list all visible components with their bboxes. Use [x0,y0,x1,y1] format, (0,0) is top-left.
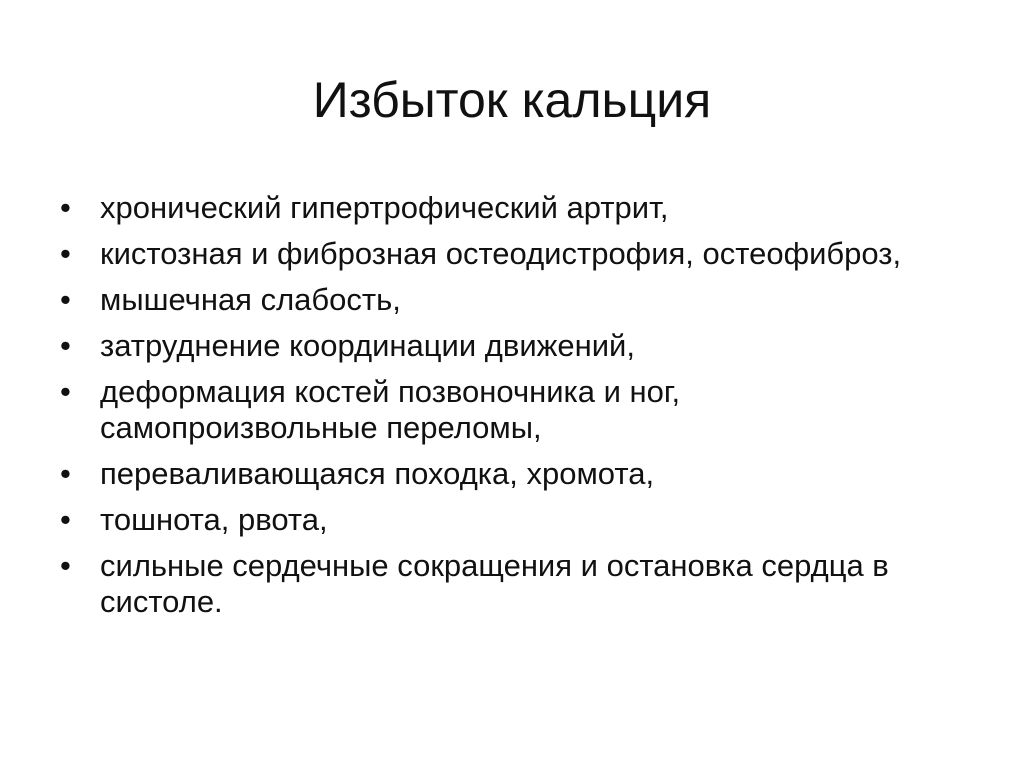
list-item-text: хронический гипертрофический артрит, [100,190,669,225]
list-item-text: мышечная слабость, [100,282,401,317]
bullet-icon: • [60,502,71,537]
bullet-icon: • [60,190,71,225]
list-item [60,456,920,492]
list-item [60,190,920,226]
list-item [60,328,920,364]
bullet-icon: • [60,456,71,491]
list-item [60,374,920,446]
list-item [60,548,920,620]
list-item-text: затруднение координации движений, [100,328,635,363]
bullet-icon: • [60,282,71,317]
bullet-icon: • [60,374,71,409]
bullet-icon: • [60,236,71,271]
bullet-icon: • [60,548,71,583]
list-item [60,282,920,318]
list-item-text: тошнота, рвота, [100,502,328,537]
list-item-text: сильные сердечные сокращения и остановка сердца в систоле. [100,548,889,619]
bullet-icon: • [60,328,71,363]
slide-title: Избыток кальция [312,72,712,128]
bullet-list [60,190,920,630]
list-item-text: переваливающаяся походка, хромота, [100,456,655,491]
list-item-text: деформация костей позвоночника и ног, самопроизвольные переломы, [100,374,681,445]
list-item-text: кистозная и фиброзная остеодистрофия, остеофиброз, [100,236,902,271]
list-item [60,502,920,538]
list-item [60,236,920,272]
